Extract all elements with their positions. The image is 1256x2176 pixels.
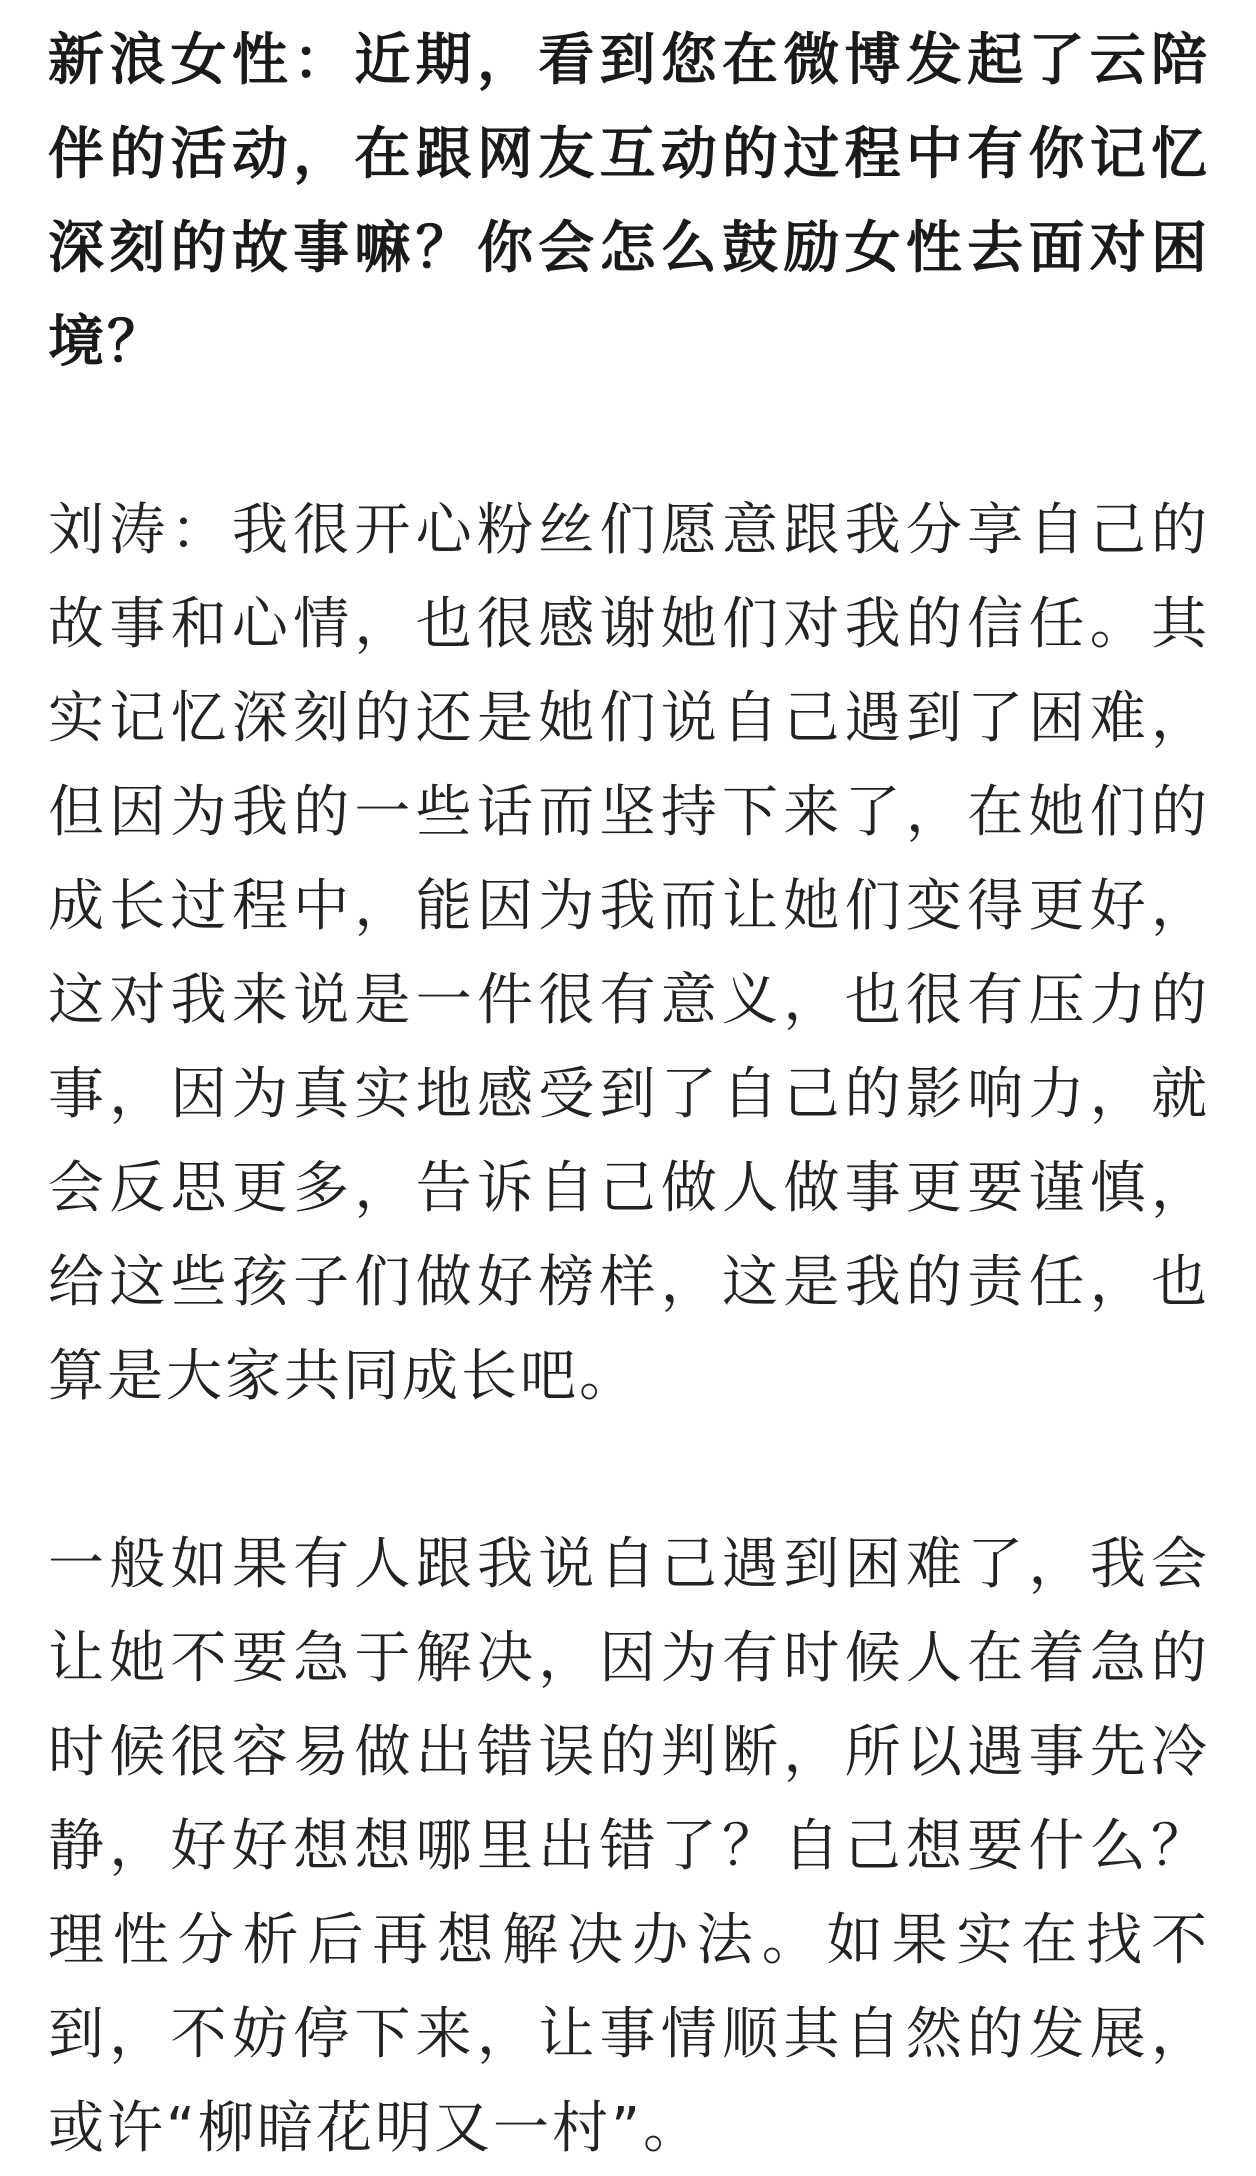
interview-question: 新浪女性：近期，看到您在微博发起了云陪伴的活动，在跟网友互动的过程中有你记忆深刻的故事嘛？你会怎么鼓励女性去面对困境？ <box>48 28 1210 375</box>
article-body <box>48 14 1210 2176</box>
interview-answer-continued: 一般如果有人跟我说自己遇到困难了，我会让她不要急于解决，因为有时候人在着急的时候很容易做出错误的判断，所以遇事先冷静，好好想想哪里出错了？自己想要什么？理性分析后再想解决办法。如果实在找不到，不妨停下来，让事情顺其自然的发展，或许“柳暗花明又一村”。 <box>48 1532 1210 2161</box>
interview-answer: 刘涛：我很开心粉丝们愿意跟我分享自己的故事和心情，也很感谢她们对我的信任。其实记忆深刻的还是她们说自己遇到了困难，但因为我的一些话而坚持下来了，在她们的成长过程中，能因为我而让她们变得更好，这对我来说是一件很有意义，也很有压力的事，因为真实地感受到了自己的影响力，就会反思更多，告诉自己做人做事更要谨慎，给这些孩子们做好榜样，这是我的责任，也算是大家共同成长吧。 <box>48 498 1210 1409</box>
